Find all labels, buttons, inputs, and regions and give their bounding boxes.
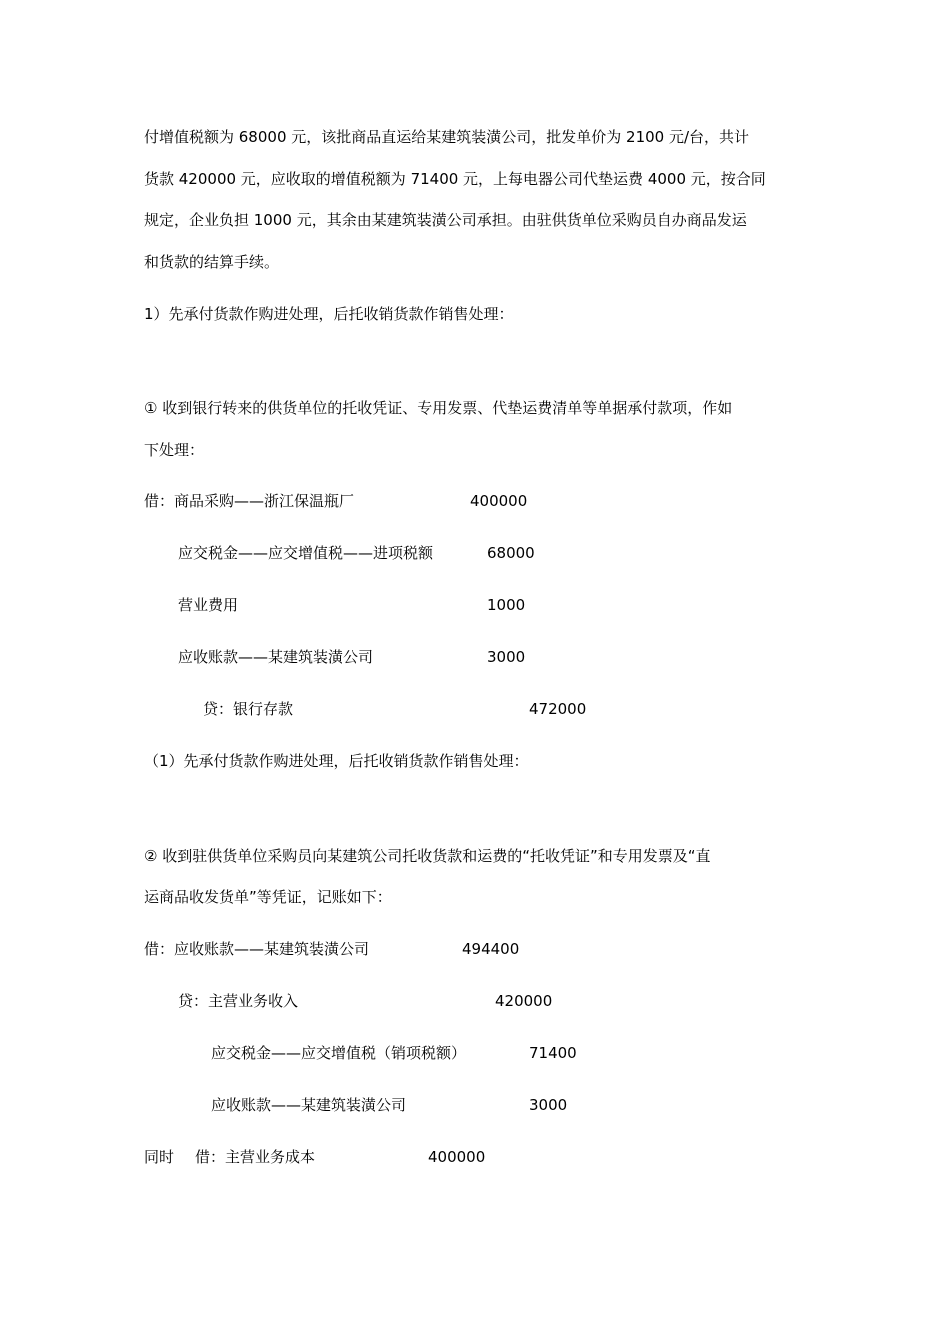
entry9-amount: 3000 [529,1096,568,1114]
intro-line-3: 规定，企业负担 1000 元，其余由某建筑装潢公司承担。由驻供货单位采购员自办商品发运 [144,211,747,229]
section2-heading: （1）先承付货款作购进处理，后托收销货款作销售处理： [144,752,529,770]
entry4-amount: 3000 [487,648,526,666]
section1-step-line-2: 下处理： [144,441,205,459]
section1-step-line-1: ① 收到银行转来的供货单位的托收凭证、专用发票、代垫运费清单等单据承付款项，作如 [144,399,733,417]
entry1-label: 借：商品采购——浙江保温瓶厂 [144,492,355,510]
section2-step-line-1: ② 收到驻供货单位采购员向某建筑公司托收货款和运费的“托收凭证”和专用发票及“直 [144,847,711,865]
entry3-amount: 1000 [487,596,526,614]
simultaneous-label: 借：主营业务成本 [195,1148,316,1166]
intro-line-4: 和货款的结算手续。 [144,253,280,271]
entry9-label: 应收账款——某建筑装潢公司 [211,1096,407,1114]
entry8-amount: 71400 [529,1044,577,1062]
entry7-amount: 420000 [495,992,553,1010]
entry1-amount: 400000 [470,492,528,510]
entry3-label: 营业费用 [178,596,239,614]
intro-line-1: 付增值税额为 68000 元，该批商品直运给某建筑装潢公司，批发单价为 2100 元/台，共计 [144,128,750,146]
entry2-label: 应交税金——应交增值税——进项税额 [178,544,434,562]
entry6-amount: 494400 [462,940,520,958]
entry8-label: 应交税金——应交增值税（销项税额） [211,1044,467,1062]
section2-step-line-2: 运商品收发货单”等凭证，记账如下： [144,888,392,906]
entry4-label: 应收账款——某建筑装潢公司 [178,648,374,666]
entry7-label: 贷：主营业务收入 [178,992,299,1010]
section1-heading: 1）先承付货款作购进处理，后托收销货款作销售处理： [144,305,514,323]
entry5-amount: 472000 [529,700,587,718]
entry6-label: 借：应收账款——某建筑装潢公司 [144,940,370,958]
entry2-amount: 68000 [487,544,535,562]
simultaneous-amount: 400000 [428,1148,486,1166]
intro-line-2: 货款 420000 元，应收取的增值税额为 71400 元，上每电器公司代垫运费 4000 元，按合同 [144,170,766,188]
entry5-label: 贷：银行存款 [203,700,294,718]
simultaneous-prefix: 同时 [144,1148,175,1166]
